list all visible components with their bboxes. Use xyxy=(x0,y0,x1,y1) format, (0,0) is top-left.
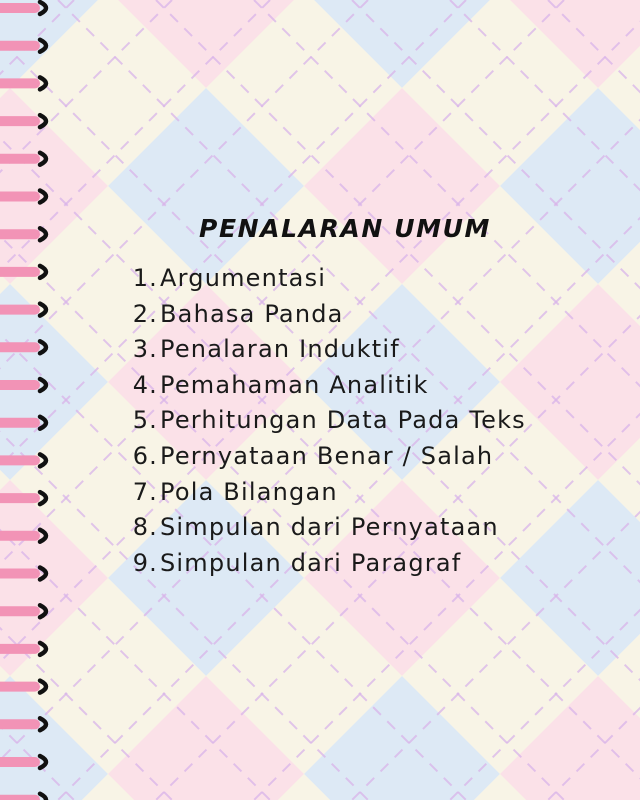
binding-coil xyxy=(0,606,40,616)
list-item xyxy=(118,513,526,549)
item-number: 7. xyxy=(132,477,158,506)
binding-ring xyxy=(40,605,46,617)
binding-ring xyxy=(40,417,46,429)
binding-ring xyxy=(40,756,46,768)
binding-coil xyxy=(0,682,40,692)
binding-ring xyxy=(40,228,46,240)
item-label: Pemahaman Analitik xyxy=(160,370,429,399)
binding-coil xyxy=(0,229,40,239)
item-number: 9. xyxy=(132,548,158,577)
binding-coil xyxy=(0,644,40,654)
binding-coil xyxy=(0,305,40,315)
list-item xyxy=(118,549,526,585)
binding-ring xyxy=(40,304,46,316)
item-label: Penalaran Induktif xyxy=(160,335,400,364)
binding-coil xyxy=(0,380,40,390)
binding-coil xyxy=(0,342,40,352)
list-item xyxy=(118,371,526,407)
binding-ring xyxy=(40,568,46,580)
binding-ring xyxy=(40,718,46,730)
list-item xyxy=(118,300,526,336)
binding-coil xyxy=(0,531,40,541)
list-item xyxy=(118,264,526,300)
binding-ring xyxy=(40,2,46,14)
item-label: Perhitungan Data Pada Teks xyxy=(160,406,526,435)
item-label: Bahasa Panda xyxy=(160,299,344,328)
binding-coil xyxy=(0,154,40,164)
list-item xyxy=(118,335,526,371)
binding-ring xyxy=(40,530,46,542)
list-item xyxy=(118,442,526,478)
binding-coil xyxy=(0,192,40,202)
binding-coil xyxy=(0,267,40,277)
binding-coil xyxy=(0,418,40,428)
item-number: 1. xyxy=(132,264,158,292)
topic-list xyxy=(118,264,526,584)
binding-ring xyxy=(40,794,46,800)
item-number: 4. xyxy=(132,370,158,399)
page-title: PENALARAN UMUM xyxy=(199,214,491,243)
item-number: 2. xyxy=(132,299,158,328)
binding-ring xyxy=(40,454,46,466)
binding-coil xyxy=(0,493,40,503)
binding-ring xyxy=(40,153,46,165)
item-label: Simpulan dari Pernyataan xyxy=(160,513,499,542)
item-number: 5. xyxy=(132,406,158,435)
item-label: Pola Bilangan xyxy=(160,477,338,506)
item-label: Simpulan dari Paragraf xyxy=(160,548,462,577)
item-label: Argumentasi xyxy=(160,264,327,292)
binding-coil xyxy=(0,719,40,729)
binding-ring xyxy=(40,191,46,203)
item-number: 6. xyxy=(132,441,158,470)
binding-ring xyxy=(40,492,46,504)
binding-coil xyxy=(0,795,40,800)
binding-coil xyxy=(0,455,40,465)
binding-ring xyxy=(40,115,46,127)
binding-coil xyxy=(0,41,40,51)
list-item xyxy=(118,478,526,514)
binding-ring xyxy=(40,341,46,353)
item-number: 8. xyxy=(132,513,158,542)
binding-ring xyxy=(40,643,46,655)
binding-ring xyxy=(40,681,46,693)
binding-ring xyxy=(40,40,46,52)
spiral-binding xyxy=(0,0,60,800)
binding-coil xyxy=(0,3,40,13)
item-number: 3. xyxy=(132,335,158,364)
list-item xyxy=(118,406,526,442)
binding-coil xyxy=(0,757,40,767)
binding-ring xyxy=(40,77,46,89)
binding-coil xyxy=(0,116,40,126)
binding-coil xyxy=(0,569,40,579)
binding-ring xyxy=(40,266,46,278)
binding-ring xyxy=(40,379,46,391)
item-label: Pernyataan Benar / Salah xyxy=(160,441,494,470)
binding-coil xyxy=(0,78,40,88)
